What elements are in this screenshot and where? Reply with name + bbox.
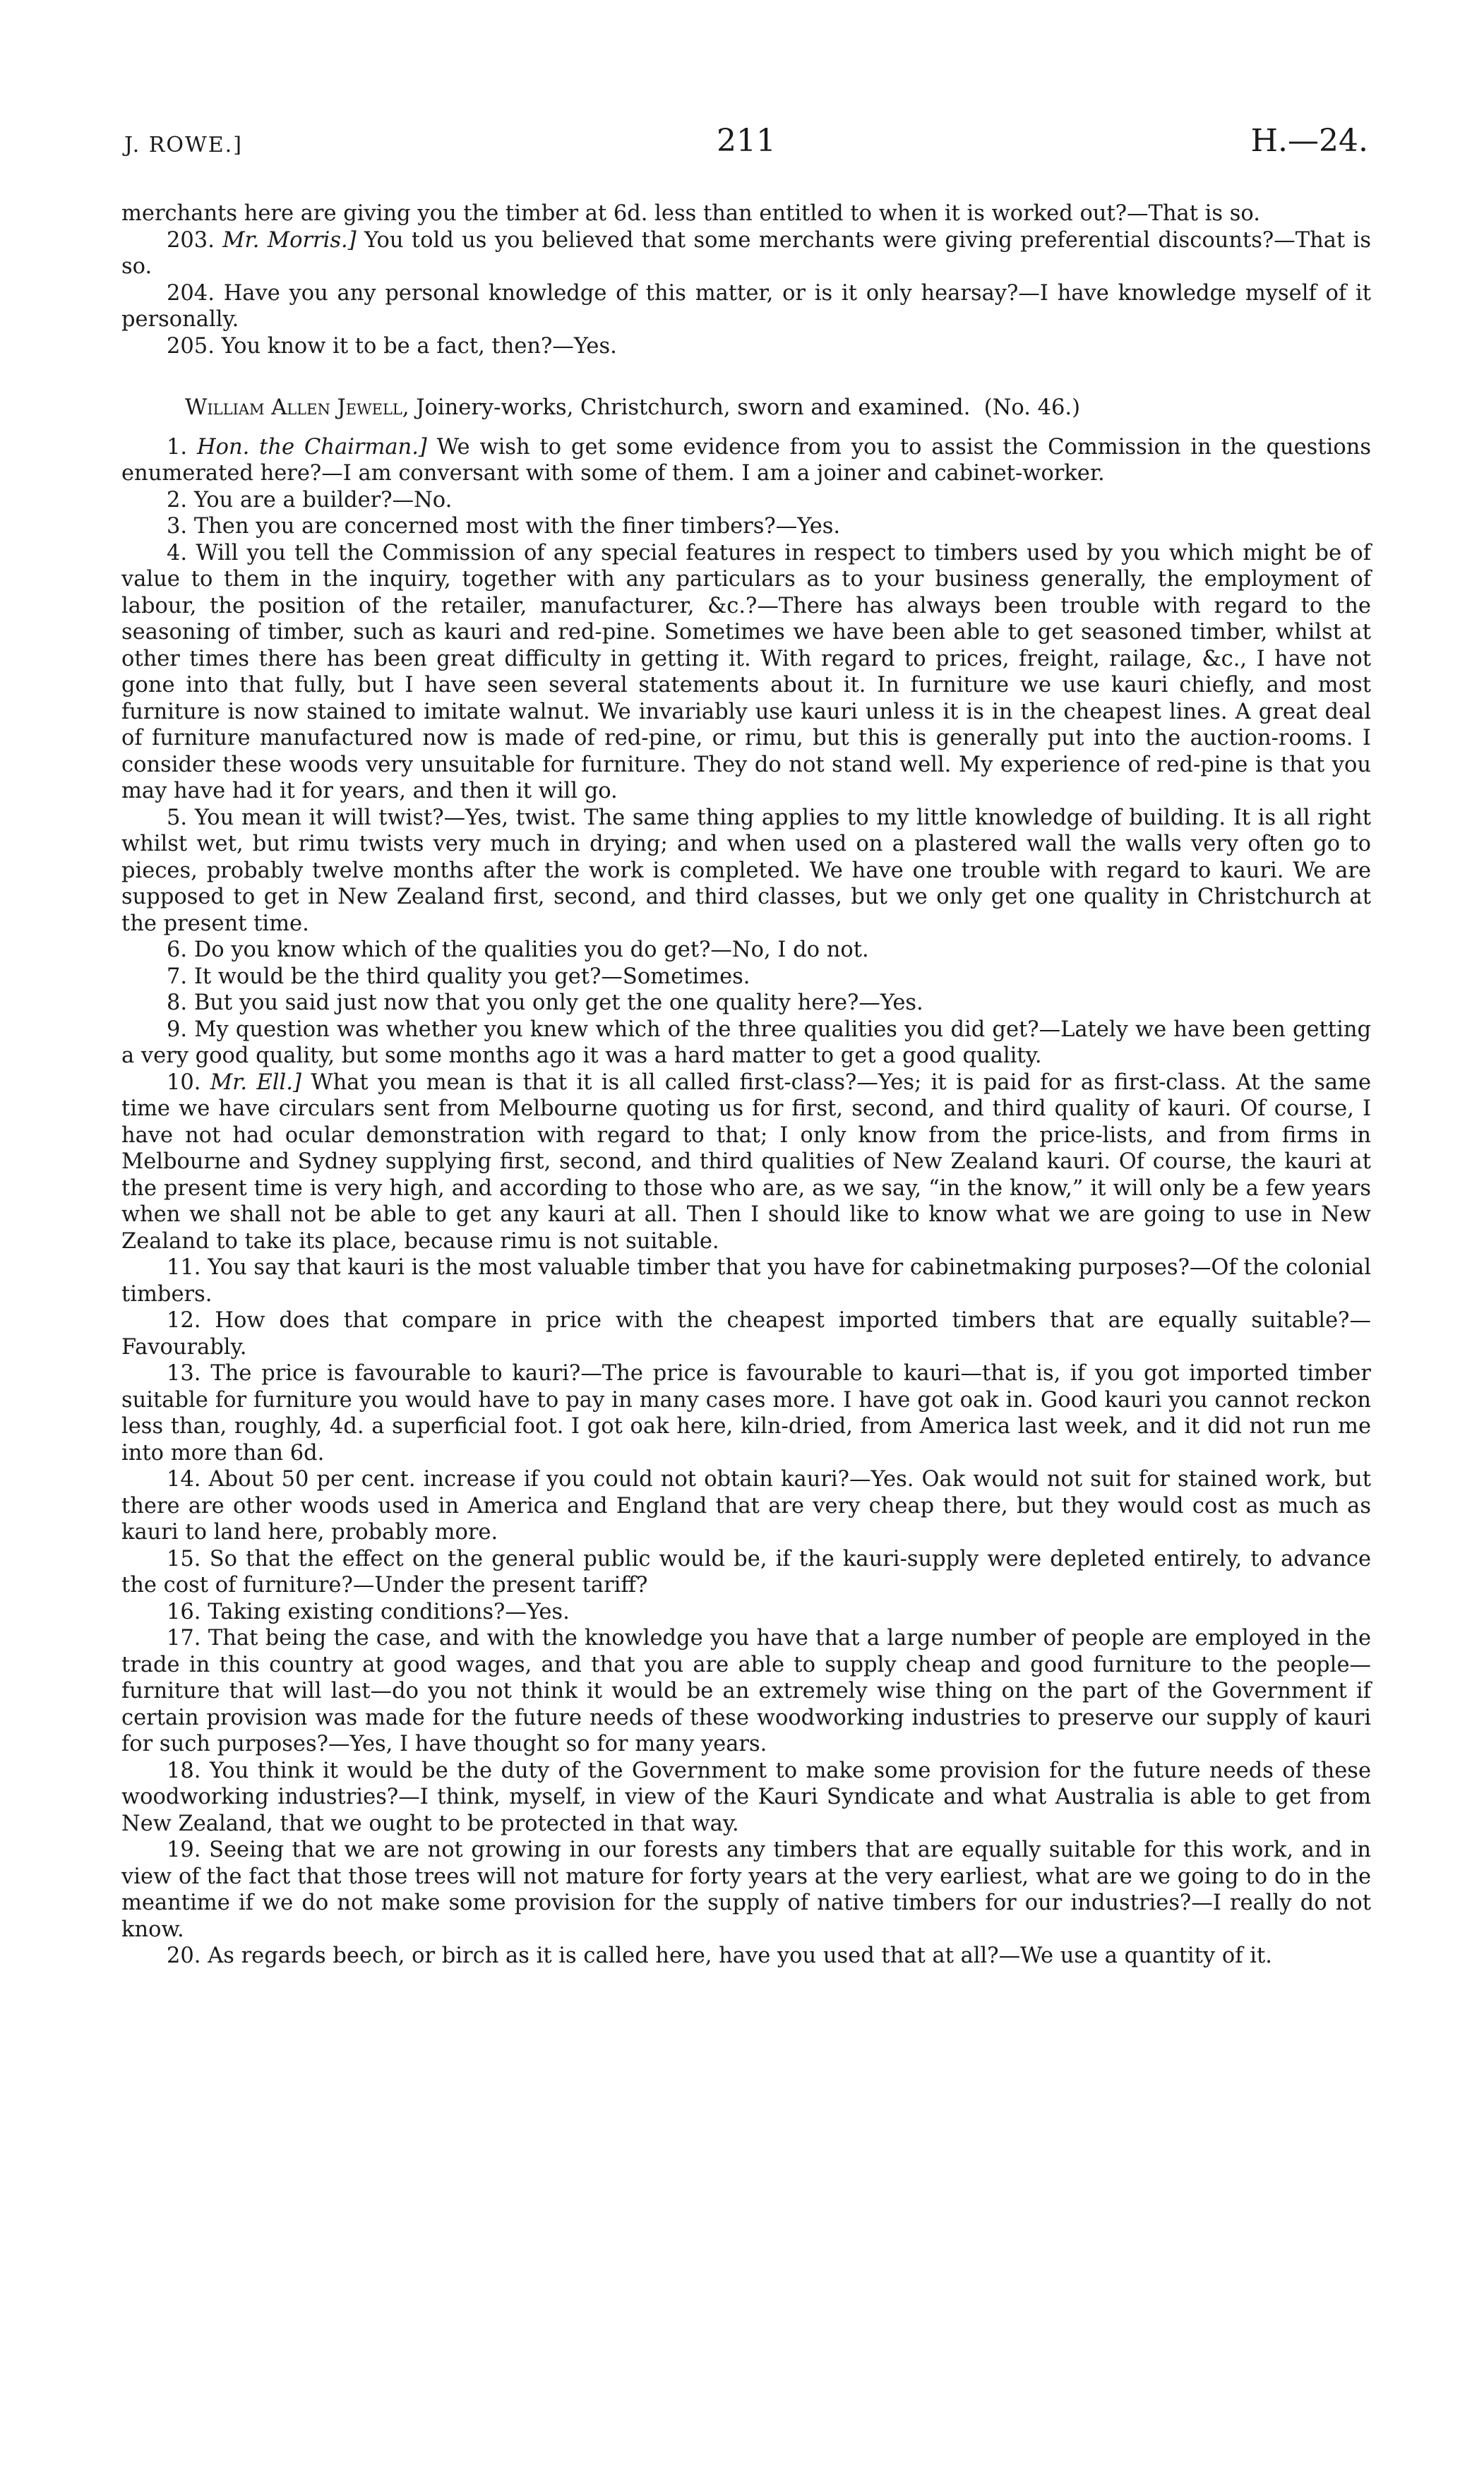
question-number: 17. (167, 1626, 201, 1651)
paragraph-17 (121, 1625, 1371, 1758)
paragraph-text: You are a builder?—No. (193, 487, 453, 513)
question-number: 6. (167, 938, 188, 962)
question-number: 11. (167, 1255, 201, 1280)
paragraph-text: You told us you believed that some merchants were giving preferential discounts?—That is so. (121, 227, 1371, 279)
paragraph-4 (121, 540, 1371, 805)
paragraph-text: You know it to be a fact, then?—Yes. (221, 333, 617, 359)
question-number: 14. (167, 1467, 201, 1492)
question-number: 5. (167, 805, 188, 830)
paragraph-15 (121, 1546, 1371, 1599)
document-body (121, 200, 1371, 1970)
paragraph-6 (121, 937, 1371, 964)
question-number: 4. (167, 540, 188, 565)
paragraph-13 (121, 1360, 1371, 1466)
question-number: 10. (167, 1070, 201, 1095)
paragraph-text: What you mean is that it is all called first-class?—Yes; it is paid for as first-class. At the same time we have circulars sent from Melbourne quoting us for first, second, and third quality of kauri. Of course, I have not had ocular demonstration with regard to that; I only know from the price-lists, and from firms in Melbourne and Sydney supplying first, second, and third qualities of New Zealand kauri. Of course, the kauri at the present time is very high, and according to those who are, as we say, “in the know,” it will only be a few years when we shall not be able to get any kauri at all. Then I should like to know what we are going to use in New Zealand to take its place, because rimu is not suitable. (121, 1070, 1371, 1254)
question-number: 20. (167, 1943, 201, 1968)
paragraph-12 (121, 1307, 1371, 1360)
paragraph-19 (121, 1837, 1371, 1943)
page-number: 211 (717, 123, 776, 159)
paragraph-14 (121, 1466, 1371, 1546)
question-number: 16. (167, 1599, 201, 1624)
paragraph-text: Taking existing conditions?—Yes. (208, 1599, 570, 1624)
paragraph-text: We wish to get some evidence from you to assist the Commission in the questions enumerated here?—I am conversant with some of them. I am a joiner and cabinet-worker. (121, 434, 1372, 486)
question-number: 15. (167, 1546, 201, 1571)
question-number: 1. (167, 434, 188, 460)
question-number: 19. (167, 1838, 201, 1862)
paragraph-text: You say that kauri is the most valuable timber that you have for cabinetmaking purposes?—Of the colonial timbers. (121, 1255, 1371, 1307)
paragraph-text: Will you tell the Commission of any special features in respect to timbers used by you which might be of value to them in the inquiry, together with any particulars as to your business generally, the employment of labour, the position of the retailer, manufacturer, &c.?—There has always been trouble with regard to the seasoning of timber, such as kauri and red-pine. Sometimes we have been able to get seasoned timber, whilst at other times there has been great difficulty in getting it. With regard to prices, freight, railage, &c., I have not gone into that fully, but I have seen several statements about it. In furniture we use kauri chiefly, and most furniture is now stained to imitate walnut. We invariably use kauri unless it is in the cheapest lines. A great deal of furniture manufactured now is made of red-pine, or rimu, but this is generally put into the auction-rooms. I consider these woods very unsuitable for furniture. They do not stand well. My experience of red-pine is that you may have had it for years, and then it will go. (121, 540, 1371, 803)
witness-description: Joinery-works, Christchurch, sworn and examined. (416, 395, 971, 420)
paragraph-203 (121, 227, 1371, 280)
paragraph-text: So that the effect on the general public would be, if the kauri-supply were depleted entirely, to advance the cost of furniture?—Under the present tariff? (121, 1546, 1371, 1598)
paragraph-text: merchants here are giving you the timber at 6d. less than entitled to when it is worked out?—That is so. (121, 201, 1260, 226)
paragraph-16 (121, 1599, 1371, 1626)
paragraph-text: My question was whether you knew which of the three qualities you did get?—Lately we have been getting a very good quality, but some months ago it was a hard matter to get a good quality. (121, 1017, 1371, 1068)
paragraph-8 (121, 990, 1371, 1017)
paragraph-text: Then you are concerned most with the finer timbers?—Yes. (193, 514, 841, 539)
witness-number: (No. 46.) (983, 395, 1081, 420)
paragraph-7 (121, 964, 1371, 990)
document-reference: H.—24. (1250, 123, 1368, 159)
paragraph-continuation (121, 200, 1371, 227)
speaker-label: Mr. Morris.] (222, 227, 357, 253)
paragraph-3 (121, 513, 1371, 540)
paragraph-text: You mean it will twist?—Yes, twist. The same thing applies to my little knowledge of building. It is all right whilst wet, but rimu twists very much in drying; and when used on a plastered wall the walls very often go to pieces, probably twelve months after the work is completed. We have one trouble with regard to kauri. We are supposed to get in New Zealand first, second, and third classes, but we only get one quality in Christchurch at the present time. (121, 805, 1371, 936)
paragraph-1 (121, 434, 1371, 487)
question-number: 203. (167, 227, 215, 253)
question-number: 9. (167, 1017, 188, 1042)
question-number: 204. (167, 280, 215, 306)
paragraph-text: But you said just now that you only get the one quality here?—Yes. (193, 990, 923, 1015)
header-witness-name: J. ROWE.] (124, 133, 243, 157)
paragraph-2 (121, 487, 1371, 514)
question-number: 12. (167, 1308, 201, 1333)
paragraph-text: Have you any personal knowledge of this matter, or is it only hearsay?—I have knowledge myself of it personally. (121, 280, 1371, 332)
paragraph-text: How does that compare in price with the cheapest imported timbers that are equally suitable?—Favourably. (121, 1308, 1371, 1360)
speaker-label: Hon. the Chairman.] (196, 434, 427, 460)
paragraph-text: About 50 per cent. increase if you could not obtain kauri?—Yes. Oak would not suit for stained work, but there are other woods used in America and England that are very cheap there, but they would cost as much as kauri to land here, probably more. (121, 1467, 1371, 1545)
paragraph-text: That being the case, and with the knowledge you have that a large number of people are employed in the trade in this country at good wages, and that you are able to supply cheap and good furniture to the people—furniture that will last—do you not think it would be an extremely wise thing on the part of the Government if certain provision was made for the future needs of these woodworking industries to preserve our supply of kauri for such purposes?—Yes, I have thought so for many years. (121, 1626, 1371, 1756)
question-number: 2. (167, 487, 188, 513)
paragraph-11 (121, 1254, 1371, 1307)
page-header (121, 121, 1371, 164)
question-number: 13. (167, 1361, 201, 1386)
paragraph-20 (121, 1943, 1371, 1970)
question-number: 18. (167, 1758, 201, 1783)
question-number: 7. (167, 964, 188, 989)
paragraph-text: Do you know which of the qualities you do get?—No, I do not. (193, 938, 869, 962)
paragraph-5 (121, 805, 1371, 938)
question-number: 3. (167, 514, 188, 539)
paragraph-text: As regards beech, or birch as it is called here, have you used that at all?—We use a quantity of it. (208, 1943, 1272, 1968)
paragraph-text: The price is favourable to kauri?—The price is favourable to kauri—that is, if you got imported timber suitable for furniture you would have to pay in many cases more. I have got oak in. Good kauri you cannot reckon less than, roughly, 4d. a superficial foot. I got oak here, kiln-dried, from America last week, and it did not run me into more than 6d. (121, 1361, 1371, 1466)
witness-heading (185, 395, 1371, 421)
paragraph-204 (121, 280, 1371, 333)
speaker-label: Mr. Ell.] (210, 1070, 301, 1095)
question-number: 205. (167, 333, 215, 359)
paragraph-text: You think it would be the duty of the Government to make some provision for the future needs of these woodworking industries?—I think, myself, in view of the Kauri Syndicate and what Australia is able to get from New Zealand, that we ought to be protected in that way. (121, 1758, 1371, 1836)
paragraph-text: It would be the third quality you get?—Sometimes. (193, 964, 750, 989)
witness-name: William Allen Jewell, (185, 395, 409, 420)
question-number: 8. (167, 990, 188, 1015)
paragraph-10 (121, 1070, 1371, 1255)
paragraph-text: Seeing that we are not growing in our forests any timbers that are equally suitable for this work, and in view of the fact that those trees will not mature for forty years at the very earliest, what are we going to do in the meantime if we do not make some provision for the supply of native timbers for our industries?—I really do not know. (121, 1838, 1371, 1942)
paragraph-205 (121, 333, 1371, 360)
paragraph-9 (121, 1017, 1371, 1070)
paragraph-18 (121, 1758, 1371, 1838)
